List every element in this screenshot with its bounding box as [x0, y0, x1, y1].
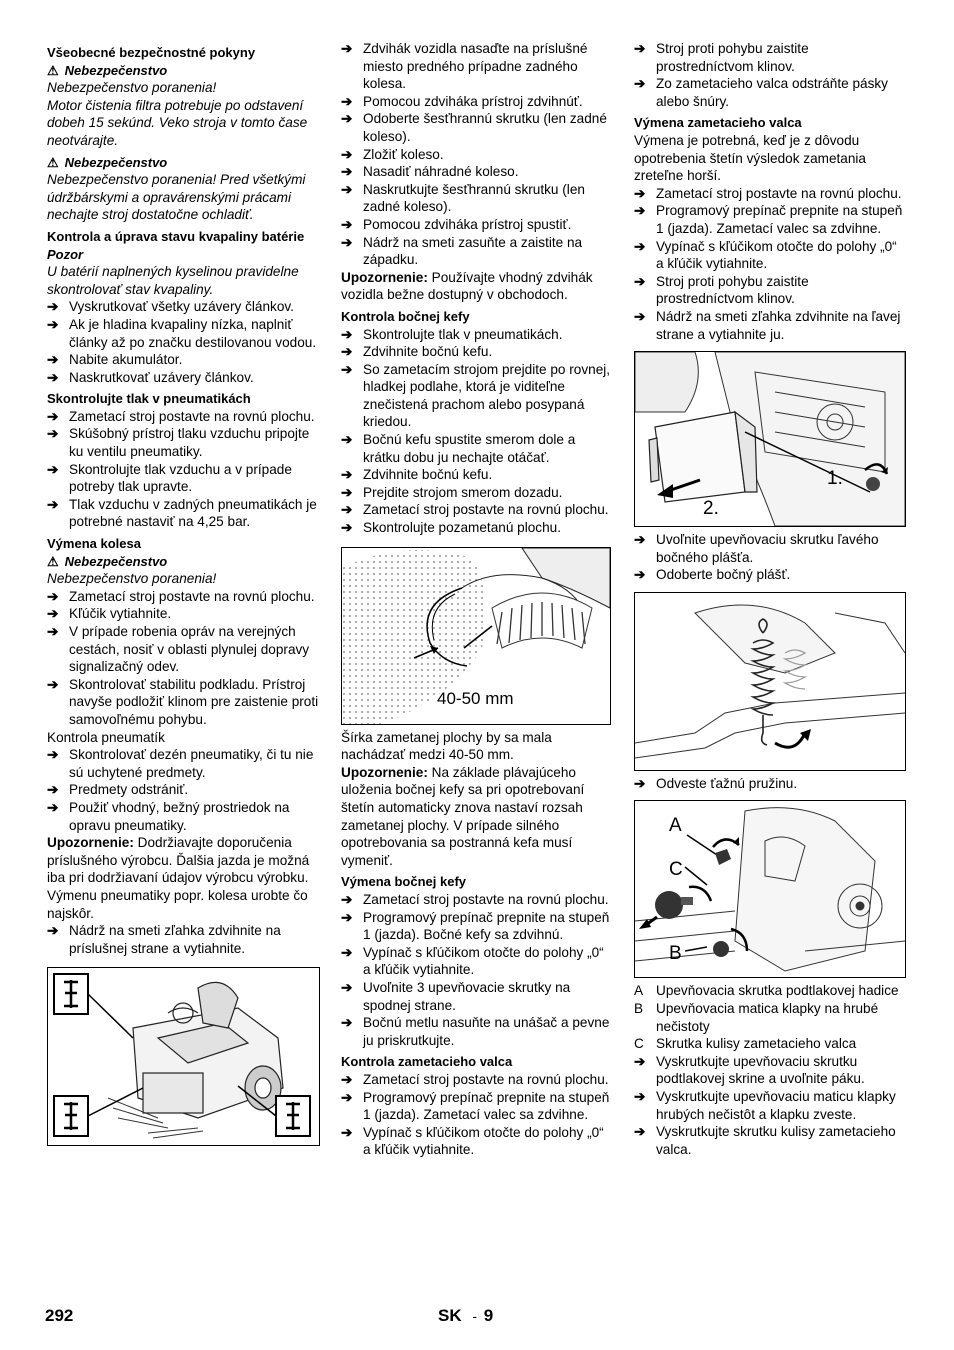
heading-wheel-change: Výmena kolesa — [47, 536, 141, 552]
list-item: ➔ So zametacím strojom prejdite po rovnej, hladkej podlahe, ktorá je viditeľne znečistená prachom alebo posypaná kriedou. — [341, 361, 611, 430]
arrow-icon: ➔ — [341, 361, 353, 377]
arrow-icon: ➔ — [341, 41, 353, 56]
arrow-icon: ➔ — [634, 1053, 646, 1069]
arrow-icon: ➔ — [341, 234, 353, 250]
side-panel-figure — [634, 351, 906, 527]
arrow-icon: ➔ — [47, 606, 59, 622]
legend-key: C — [634, 1036, 644, 1052]
arrow-icon: ➔ — [634, 76, 646, 92]
heading-side-brush-replace: Výmena bočnej kefy — [341, 874, 466, 890]
arrow-icon: ➔ — [341, 326, 353, 342]
arrow-icon: ➔ — [341, 1071, 353, 1087]
arrow-icon: ➔ — [47, 588, 59, 604]
list-item: ➔ Pomocou zdviháka prístroj spustiť. — [341, 216, 572, 232]
roller-replace-intro: Výmena je potrebná, keď je z dôvodu opotrebenia štetín výsledok zametania zreteľne horší. — [634, 132, 866, 184]
heading-tyre-pressure: Skontrolujte tlak v pneumatikách — [47, 391, 251, 407]
danger-heading: ⚠ Nebezpečenstvo — [47, 553, 168, 569]
list-item: ➔ Nádrž na smeti zasuňte a zaistite na západku. — [341, 234, 583, 268]
list-item: ➔ Nádrž na smeti zľahka zdvihnite na ľavej strane a vytiahnite ju. — [634, 308, 901, 342]
caution-heading: Pozor — [47, 246, 84, 262]
label-C: C — [669, 859, 683, 881]
sweep-width-label: 40-50 mm — [437, 688, 514, 708]
arrow-icon: ➔ — [634, 185, 646, 201]
arrow-icon: ➔ — [634, 1124, 646, 1140]
arrow-icon: ➔ — [47, 676, 59, 692]
arrow-icon: ➔ — [47, 747, 59, 763]
heading-roller-replace: Výmena zametacieho valca — [634, 115, 802, 131]
list-item: ➔ Zo zametacieho valca odstráňte pásky alebo šnúry. — [634, 76, 888, 109]
language-code: SK — [438, 1306, 462, 1325]
list-item: ➔ Zametací stroj postavte na rovnú plochu. — [341, 1071, 609, 1087]
roller-steps — [341, 1071, 613, 1159]
list-item: ➔ Vyskrutkovať všetky uzávery článkov. — [47, 299, 294, 315]
arrow-icon: ➔ — [341, 344, 353, 360]
column-2 — [341, 40, 613, 1159]
list-item: ➔ Zdvihák vozidla nasaďte na príslušné miesto predného prípadne zadného kolesa. — [341, 41, 588, 92]
arrow-icon: ➔ — [341, 1089, 353, 1105]
column-1 — [47, 40, 322, 1150]
warning-icon: ⚠ — [47, 553, 59, 569]
knob-C-icon — [639, 887, 711, 929]
legend-key: B — [634, 1001, 644, 1017]
battery-steps — [47, 298, 322, 386]
arrow-icon: ➔ — [47, 461, 59, 477]
section-page: 9 — [483, 1306, 494, 1325]
list-item: ➔ Nádrž na smeti zľahka zdvihnite na príslušnej strane a vytiahnite. — [47, 923, 281, 956]
danger-text: Nebezpečenstvo poranenia! Pred všetkými údržbárskymi a opravárenskými prácami nechajte stroj dostatočne ochladiť. — [47, 172, 306, 223]
arrow-icon: ➔ — [47, 426, 59, 442]
heading-side-brush-check: Kontrola bočnej kefy — [341, 308, 470, 324]
label-A: A — [669, 815, 682, 837]
heading-battery: Kontrola a úprava stavu kvapaliny batérie — [47, 228, 305, 244]
list-item: ➔ Zložiť koleso. — [341, 146, 444, 162]
list-item: ➔ Zametací stroj postavte na rovnú plochu. — [47, 588, 315, 604]
list-item: ➔ Zametací stroj postavte na rovnú plochu. — [341, 891, 609, 907]
legend-text: Upevňovacia skrutka podtlakovej hadice — [656, 983, 899, 999]
tension-spring-illustration — [635, 593, 905, 770]
tyre-steps — [47, 408, 322, 531]
roller-steps-continued — [634, 40, 908, 110]
note: Upozornenie: Na základe plávajúceho uloženia bočnej kefy sa pri opotrebovaní štetín automaticky znova nastaví rozsah zametanej plochy. V prípade silného opotrebovania sa postranná kefa musí vymeniť. — [341, 764, 585, 868]
list-item: ➔ Pomocou zdviháka prístroj zdvihnúť. — [341, 93, 583, 109]
arrow-icon: ➔ — [634, 567, 646, 583]
list-item: ➔ Prejdite strojom smerom dozadu. — [341, 484, 563, 500]
arrow-icon: ➔ — [47, 782, 59, 798]
list-item: ➔ Zametací stroj postavte na rovnú plochu. — [341, 502, 609, 518]
list-item: ➔ Bočnú kefu spustite smerom dole a krátku dobu ju nechajte otáčať. — [341, 432, 576, 465]
list-item: ➔ Odoberte šesťhrannú skrutku (len zadné koleso). — [341, 111, 607, 144]
list-item: ➔ Uvoľnite upevňovaciu skrutku ľavého bočného plášťa. — [634, 532, 879, 565]
list-item: ➔ Zdvihnite bočnú kefu. — [341, 344, 493, 360]
figure-legend — [634, 982, 908, 1052]
list-item: ➔ Bočnú metlu nasuňte na unášač a pevne ju priskrutkujte. — [341, 1015, 610, 1048]
arrow-icon: ➔ — [634, 41, 646, 56]
legend-item — [634, 1035, 908, 1053]
list-item: ➔ Skontrolovať stabilitu podkladu. Prístroj navyše podložiť klinom pre zaistenie proti samovoľnému pohybu. — [47, 676, 319, 727]
arrow-icon: ➔ — [47, 299, 59, 315]
arrow-icon: ➔ — [341, 909, 353, 925]
arrow-icon: ➔ — [47, 496, 59, 512]
arrow-icon: ➔ — [47, 923, 59, 939]
wheel-steps — [47, 588, 322, 729]
arrow-icon: ➔ — [341, 181, 353, 197]
panel-steps — [634, 531, 908, 584]
list-item: ➔ Skúšobný prístroj tlaku vzduchu pripojte ku ventilu pneumatiky. — [47, 426, 310, 460]
list-item: ➔ Zdvihnite bočnú kefu. — [341, 467, 493, 483]
side-brush-steps — [341, 326, 613, 537]
arrow-icon: ➔ — [341, 146, 353, 162]
danger-heading: ⚠ Nebezpečenstvo — [47, 154, 168, 170]
list-item: ➔ Vyskrutkujte upevňovaciu skrutku podtlakovej skrine a uvoľnite páku. — [634, 1053, 865, 1087]
note: Upozornenie: Používajte vhodný zdvihák vozidla bežne dostupný v obchodoch. — [341, 269, 593, 303]
legend-text: Upevňovacia matica klapky na hrubé nečistoty — [656, 1001, 879, 1034]
arrow-icon: ➔ — [341, 111, 353, 127]
page-number: 292 — [45, 1306, 74, 1325]
final-steps — [634, 1053, 908, 1159]
legend-item — [634, 982, 908, 1000]
side-panel-illustration — [635, 352, 905, 526]
roller-mount-illustration — [635, 801, 905, 977]
list-item: ➔ Vypínač s kľúčikom otočte do polohy „0“ a kľúčik vytiahnite. — [341, 944, 604, 978]
arrow-icon: ➔ — [634, 273, 646, 289]
arrow-icon: ➔ — [47, 352, 59, 368]
arrow-icon: ➔ — [341, 467, 353, 483]
heading-roller-check: Kontrola zametacieho valca — [341, 1054, 513, 1070]
list-item: ➔ Kľúčik vytiahnite. — [47, 606, 172, 622]
arrow-icon: ➔ — [47, 369, 59, 385]
arrow-icon: ➔ — [634, 1089, 646, 1105]
arrow-icon: ➔ — [634, 308, 646, 324]
tyre-check-steps — [47, 746, 322, 834]
arrow-icon: ➔ — [341, 891, 353, 907]
label-B: B — [669, 943, 682, 965]
caution-text: U batérií naplnených kyselinou pravidelne skontrolovať stav kvapaliny. — [47, 264, 299, 297]
list-item: ➔ Skontrolovať dezén pneumatiky, či tu nie sú uchytené predmety. — [47, 747, 314, 780]
arrow-icon: ➔ — [341, 216, 353, 232]
list-item: ➔ Uvoľnite 3 upevňovacie skrutky na spodnej strane. — [341, 979, 571, 1013]
list-item: ➔ Programový prepínač prepnite na stupeň 1 (jazda). Bočné kefy sa zdvihnú. — [341, 909, 610, 943]
list-item: ➔ Odveste ťažnú pružinu. — [634, 775, 798, 791]
arrow-icon: ➔ — [634, 203, 646, 219]
replace-roller-steps — [634, 185, 908, 343]
arrow-icon: ➔ — [341, 1124, 353, 1140]
list-item: ➔ Tlak vzduchu v zadných pneumatikách je potrebné nastaviť na 4,25 bar. — [47, 496, 317, 530]
list-item: ➔ V prípade robenia opráv na verejných cestách, nosiť v oblasti plynulej dopravy signalizačný odev. — [47, 624, 310, 675]
arrow-icon: ➔ — [47, 624, 59, 639]
sweeper-jack-illustration — [48, 968, 319, 1145]
legend-text: Skrutka kulisy zametacieho valca — [656, 1036, 857, 1052]
footer-lang — [438, 1306, 493, 1326]
arrow-icon: ➔ — [341, 164, 353, 180]
note: Upozornenie: Dodržiavajte doporučenia príslušného výrobcu. Ďalšia jazda je možná iba pri dodržiavaní údajov výrobcu výrobku. Výmenu pneumatiky popr. kolesa urobte čo najskôr. — [47, 835, 310, 921]
list-item: ➔ Vyskrutkujte skrutku kulisy zametacieho valca. — [634, 1124, 896, 1157]
list-item: ➔ Predmety odstrániť. — [47, 782, 189, 798]
arrow-icon: ➔ — [341, 484, 353, 500]
spring-steps — [634, 775, 908, 793]
list-item: ➔ Použiť vhodný, bežný prostriedok na opravu pneumatiky. — [47, 799, 290, 833]
list-item: ➔ Vypínač s kľúčikom otočte do polohy „0“ a kľúčik vytiahnite. — [634, 238, 897, 272]
heading-general-safety: Všeobecné bezpečnostné pokyny — [47, 45, 256, 60]
arrow-icon: ➔ — [634, 775, 646, 791]
sweep-width-text: Šírka zametanej plochy by sa mala nachádzať medzi 40-50 mm. — [341, 729, 552, 763]
replace-side-steps — [341, 891, 613, 1049]
warning-icon: ⚠ — [47, 154, 59, 170]
list-item: ➔ Stroj proti pohybu zaistite prostredníctvom klinov. — [634, 41, 809, 74]
legend-item — [634, 1000, 908, 1035]
step-2-label: 2. — [703, 498, 719, 520]
list-item: ➔ Vypínač s kľúčikom otočte do polohy „0“ a kľúčik vytiahnite. — [341, 1124, 604, 1158]
arrow-icon: ➔ — [634, 238, 646, 254]
danger-text: Nebezpečenstvo poranenia! — [47, 80, 217, 96]
step-1-label: 1. — [827, 468, 843, 490]
arrow-icon: ➔ — [47, 408, 59, 424]
list-item: ➔ Skontrolujte pozametanú plochu. — [341, 520, 561, 536]
legend-key: A — [634, 983, 644, 999]
list-item: ➔ Nasadiť náhradné koleso. — [341, 164, 519, 180]
arrow-icon: ➔ — [47, 316, 59, 332]
list-item: ➔ Naskrutkujte šesťhrannú skrutku (len zadné koleso). — [341, 181, 585, 215]
danger-heading: ⚠ Nebezpečenstvo — [47, 62, 168, 78]
danger-text: Nebezpečenstvo poranenia! — [47, 571, 217, 587]
spring-figure — [634, 592, 906, 771]
list-item: ➔ Stroj proti pohybu zaistite prostredníctvom klinov. — [634, 273, 809, 307]
arrow-icon: ➔ — [341, 979, 353, 995]
arrow-icon: ➔ — [634, 532, 646, 548]
list-item: ➔ Programový prepínač prepnite na stupeň 1 (jazda). Zametací valec sa zdvihne. — [634, 203, 903, 236]
list-item: ➔ Skontrolujte tlak v pneumatikách. — [341, 326, 563, 342]
screw-A-icon — [713, 837, 739, 865]
list-item: ➔ Nabite akumulátor. — [47, 352, 183, 368]
tyre-check-label: Kontrola pneumatík — [47, 729, 165, 745]
roller-mount-figure — [634, 800, 906, 978]
list-item: ➔ Vyskrutkujte upevňovaciu maticu klapky hrubých nečistôt a klapku zveste. — [634, 1089, 896, 1122]
list-item: ➔ Odoberte bočný plášť. — [634, 567, 791, 583]
footer-separator: - — [472, 1308, 478, 1324]
arrow-icon: ➔ — [47, 799, 59, 815]
arrow-icon: ➔ — [341, 432, 353, 448]
list-item: ➔ Zametací stroj postavte na rovnú plochu. — [47, 408, 315, 424]
brush-bristles-icon — [492, 593, 592, 648]
list-item: ➔ Programový prepínač prepnite na stupeň 1 (jazda). Zametací valec sa zdvihne. — [341, 1089, 610, 1123]
arrow-icon: ➔ — [341, 520, 353, 536]
jack-steps — [341, 40, 613, 269]
list-item: ➔ Ak je hladina kvapaliny nízka, naplniť články až po značku destilovanou vodou. — [47, 316, 317, 350]
side-brush-illustration — [342, 548, 610, 724]
danger-text: Motor čistenia filtra potrebuje po odstavení dobeh 15 sekúnd. Veko stroja v tomto čase neotvárajte. — [47, 97, 308, 148]
rotate-arrow-icon — [775, 729, 811, 747]
arrow-icon: ➔ — [341, 93, 353, 109]
jack-points-figure — [47, 967, 320, 1146]
list-item: ➔ Skontrolujte tlak vzduchu a v prípade potreby tlak upravte. — [47, 461, 292, 495]
jack-point-icon — [54, 974, 133, 1038]
jack-point-icon — [54, 1088, 143, 1136]
arrow-icon: ➔ — [341, 1015, 353, 1031]
arrow-icon: ➔ — [341, 502, 353, 518]
list-item: ➔ Naskrutkovať uzávery článkov. — [47, 369, 254, 385]
column-3 — [634, 40, 908, 1158]
list-item: ➔ Zametací stroj postavte na rovnú plochu. — [634, 185, 902, 201]
sweep-width-figure — [341, 547, 611, 725]
arrow-icon: ➔ — [341, 944, 353, 960]
warning-icon: ⚠ — [47, 62, 59, 78]
